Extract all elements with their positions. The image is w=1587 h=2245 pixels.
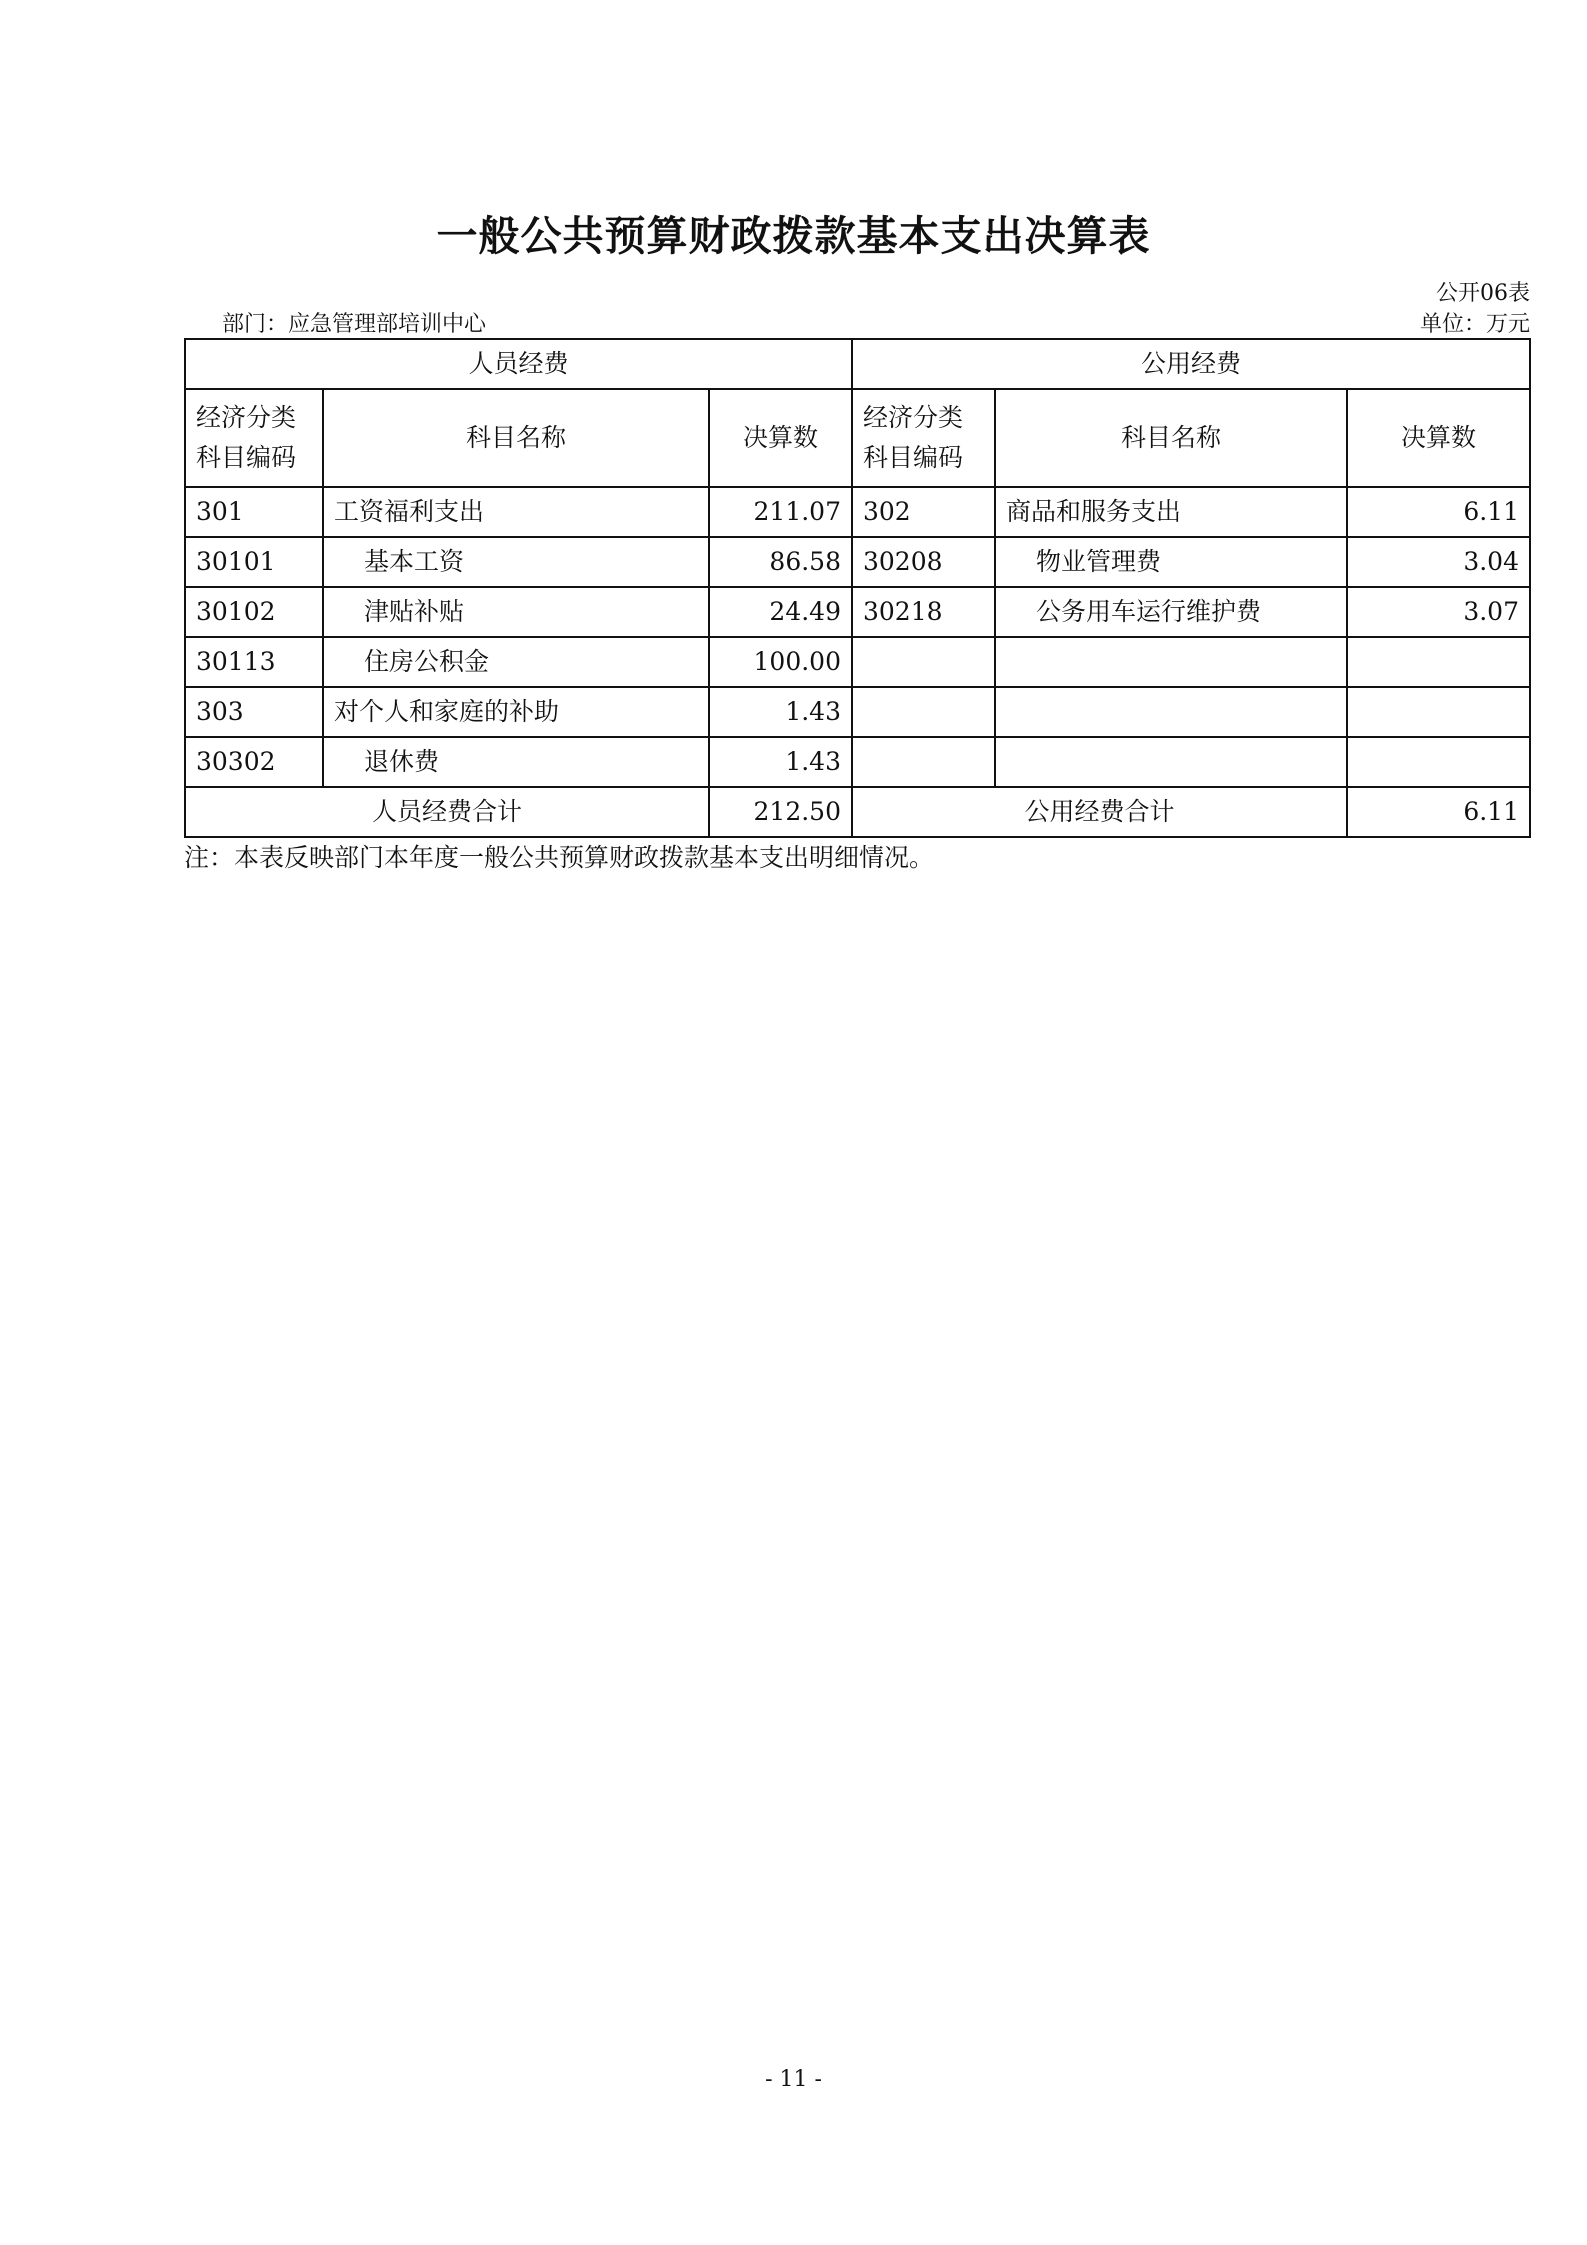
page-title: 一般公共预算财政拨款基本支出决算表 <box>436 212 1151 260</box>
header-name-public: 科目名称 <box>995 389 1347 487</box>
table-row <box>185 487 1530 537</box>
public-name: 公务用车运行维护费 <box>995 587 1347 637</box>
public-name <box>995 737 1347 787</box>
public-amount <box>1347 737 1530 787</box>
public-code <box>852 687 995 737</box>
personnel-amount: 1.43 <box>709 687 852 737</box>
public-name <box>995 637 1347 687</box>
personnel-code: 303 <box>185 687 323 737</box>
personnel-code: 30101 <box>185 537 323 587</box>
table-row <box>185 637 1530 687</box>
header-amount-personnel: 决算数 <box>709 389 852 487</box>
public-code: 30218 <box>852 587 995 637</box>
personnel-name: 工资福利支出 <box>323 487 709 537</box>
public-amount <box>1347 687 1530 737</box>
personnel-code: 30302 <box>185 737 323 787</box>
public-amount <box>1347 637 1530 687</box>
public-name: 商品和服务支出 <box>995 487 1347 537</box>
personnel-name: 基本工资 <box>323 537 709 587</box>
page-number: - 11 - <box>765 2067 822 2092</box>
column-header-row <box>185 389 1530 487</box>
personnel-name: 对个人和家庭的补助 <box>323 687 709 737</box>
totals-row <box>185 787 1530 837</box>
public-code: 30208 <box>852 537 995 587</box>
table-row <box>185 687 1530 737</box>
public-amount: 6.11 <box>1347 487 1530 537</box>
personnel-amount: 24.49 <box>709 587 852 637</box>
personnel-name: 退休费 <box>323 737 709 787</box>
personnel-amount: 86.58 <box>709 537 852 587</box>
header-amount-public: 决算数 <box>1347 389 1530 487</box>
personnel-total-amount: 212.50 <box>709 787 852 837</box>
form-number: 公开06表 <box>1436 281 1530 306</box>
table-row <box>185 587 1530 637</box>
header-name-personnel: 科目名称 <box>323 389 709 487</box>
public-code <box>852 737 995 787</box>
public-amount: 3.04 <box>1347 537 1530 587</box>
table-row <box>185 737 1530 787</box>
personnel-total-label: 人员经费合计 <box>185 787 709 837</box>
public-total-label: 公用经费合计 <box>852 787 1347 837</box>
table-row <box>185 537 1530 587</box>
personnel-code: 301 <box>185 487 323 537</box>
public-code <box>852 637 995 687</box>
expenditure-table <box>184 338 1531 838</box>
personnel-amount: 100.00 <box>709 637 852 687</box>
group-personnel: 人员经费 <box>185 339 852 389</box>
public-total-amount: 6.11 <box>1347 787 1530 837</box>
header-code-public: 经济分类科目编码 <box>852 389 995 487</box>
department-label: 部门：应急管理部培训中心 <box>222 312 487 337</box>
personnel-amount: 1.43 <box>709 737 852 787</box>
public-name <box>995 687 1347 737</box>
table-note: 注：本表反映部门本年度一般公共预算财政拨款基本支出明细情况。 <box>184 843 935 872</box>
personnel-amount: 211.07 <box>709 487 852 537</box>
public-code: 302 <box>852 487 995 537</box>
personnel-name: 住房公积金 <box>323 637 709 687</box>
personnel-code: 30102 <box>185 587 323 637</box>
public-name: 物业管理费 <box>995 537 1347 587</box>
header-code-personnel: 经济分类科目编码 <box>185 389 323 487</box>
public-amount: 3.07 <box>1347 587 1530 637</box>
unit-label: 单位：万元 <box>1419 312 1530 337</box>
personnel-code: 30113 <box>185 637 323 687</box>
personnel-name: 津贴补贴 <box>323 587 709 637</box>
group-header-row <box>185 339 1530 389</box>
group-public: 公用经费 <box>852 339 1530 389</box>
